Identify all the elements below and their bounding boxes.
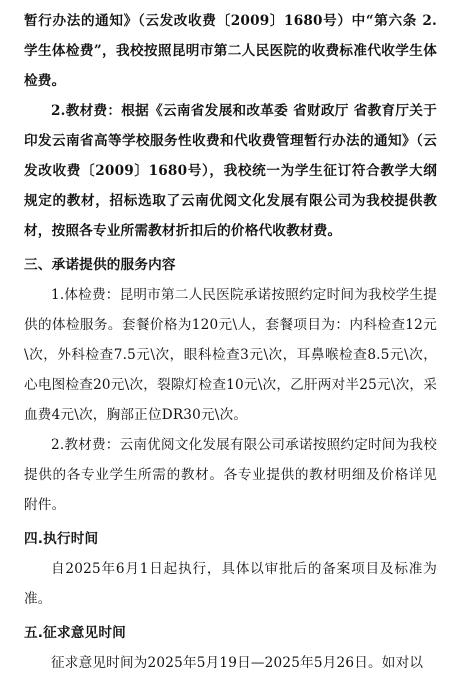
paragraph-textbook-service: 2.教材费：云南优阅文化发展有限公司承诺按照约定时间为我校提供的各专业学生所需的教材。各专业提供的教材明细及价格详见附件。 (24, 437, 437, 513)
section-heading-comment-period: 五.征求意见时间 (24, 625, 126, 641)
paragraph-comment-period: 征求意见时间为2025年5月19日—2025年5月26日。如对以 (51, 655, 424, 671)
section-heading-effective-date: 四.执行时间 (24, 531, 99, 547)
paragraph-effective-date: 自2025年6月1日起执行，具体以审批后的备案项目及标准为准。 (24, 561, 437, 607)
section-heading-services: 三、承诺提供的服务内容 (24, 257, 176, 273)
paragraph-textbook-fee-basis: 2.教材费：根据《云南省发展和改革委 省财政厅 省教育厅关于印发云南省高等学校服务性收费和代收费管理暂行办法的通知》（云发改收费〔2009〕1680号），我校统一为学生征订符合教学大纲规定的教材，招标选取了云南优阅文化发展有限公司为我校提供教材，按照各专业所需教材折扣后的价格代收教材费。 (24, 103, 437, 239)
paragraph-physical-exam-basis: 暂行办法的通知》（云发改收费〔2009〕1680号）中“第六条 2.学生体检费”，我校按照昆明市第二人民医院的收费标准代收学生体检费。 (24, 13, 437, 89)
paragraph-physical-exam-service: 1.体检费：昆明市第二人民医院承诺按照约定时间为我校学生提供的体检服务。套餐价格为120元\人，套餐项目为：内科检查12元\次，外科检查7.5元\次，眼科检查3元\次，耳鼻喉检查8.5元\次，心电图检查20元\次，裂隙灯检查10元\次，乙肝两对半25元\次，采血费4元\次，胸部正位DR30元\次。 (24, 287, 437, 423)
